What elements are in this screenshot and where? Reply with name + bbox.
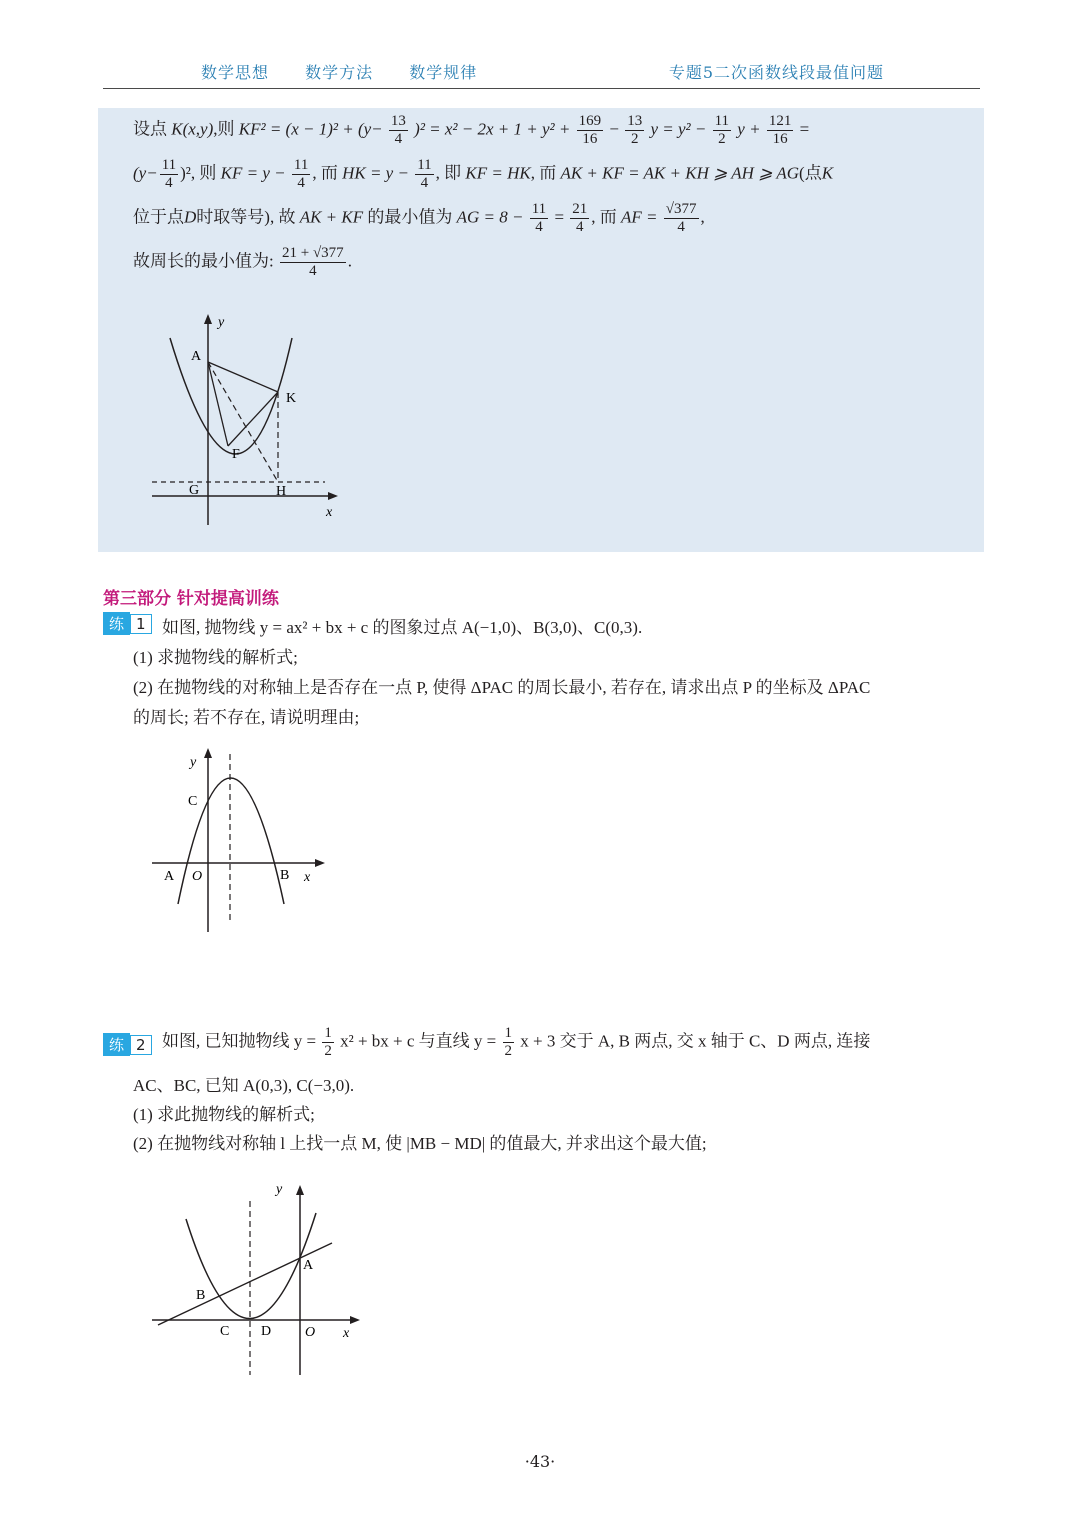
math: K(x,y) [171, 119, 214, 139]
label-b: B [196, 1288, 206, 1303]
text: , 而 [312, 163, 338, 183]
page-header [103, 56, 980, 89]
text: 设点 [133, 119, 167, 139]
header-title: 专题5二次函数线段最值问题 [668, 63, 884, 82]
segment-fk [228, 392, 278, 446]
x-axis-arrow [350, 1316, 360, 1324]
problem-1-figure [150, 742, 340, 937]
label-a: A [303, 1258, 314, 1273]
fraction: $\frac{121}{16}$ [768, 113, 792, 147]
math: KF² = (x − 1)² + (y− [238, 119, 383, 139]
label-c: C [220, 1324, 230, 1339]
text: , 而 [530, 163, 557, 183]
label-k: K [286, 391, 297, 406]
text: 时取等号), 故 [196, 207, 296, 227]
fraction: $\frac{11}{4}$ [161, 157, 177, 191]
page-number: ·43· [524, 1452, 556, 1471]
math: )² = x² − 2x + 1 + y² + [414, 119, 571, 139]
label-a: A [191, 349, 202, 364]
label-o: O [192, 869, 203, 884]
math: KF = HK [465, 163, 531, 183]
problem-2-q1: (1) 求此抛物线的解析式; [133, 1105, 315, 1124]
fraction: $\frac{11}{2}$ [714, 113, 730, 147]
text: , [700, 207, 705, 227]
fraction: $\frac{1}{2}$ [324, 1025, 332, 1059]
problem-2-q2: (2) 在抛物线对称轴 l 上找一点 M, 使 |MB − MD| 的值最大, 并求出这个最大值; [133, 1134, 707, 1153]
text: x² + bx + c 与直线 y = [340, 1031, 497, 1051]
problem-1-q2-cont: 的周长; 若不存在, 请说明理由; [133, 708, 360, 727]
x-axis-arrow [328, 492, 338, 500]
badge-label: 练 [103, 612, 130, 635]
segment-ak [208, 362, 278, 392]
math: AG = 8 − [456, 207, 524, 227]
problem-1-q1: (1) 求抛物线的解析式; [133, 648, 298, 667]
text: x + 3 交于 A, B 两点, 交 x 轴于 C、D 两点, 连接 [520, 1031, 871, 1051]
line-ab [158, 1243, 332, 1325]
text: , 而 [591, 207, 617, 227]
problem-1-stem: 如图, 抛物线 y = ax² + bx + c 的图象过点 A(−1,0)、B(3,0)、C(0,3). [162, 618, 643, 637]
solution-figure [140, 310, 350, 530]
segment-af [208, 362, 228, 446]
math: y = y² − [650, 119, 707, 139]
fraction: $\frac{√377}{4}$ [665, 201, 697, 235]
math: (y− [133, 163, 158, 183]
fraction: $\frac{13}{4}$ [390, 113, 406, 147]
math: − [609, 119, 619, 139]
header-item: 数学思想 [201, 63, 270, 82]
label-d: D [261, 1324, 272, 1339]
text: 的最小值为 [367, 207, 453, 227]
text: . [347, 251, 352, 271]
y-axis-arrow [204, 748, 212, 758]
math: KF = y − [220, 163, 286, 183]
segment-ah [208, 362, 278, 482]
text: 如图, 已知抛物线 y = [162, 1031, 317, 1051]
badge-number: 1 [130, 614, 152, 634]
fraction: $\frac{21}{4}$ [572, 201, 588, 235]
fraction: $\frac{1}{2}$ [504, 1025, 512, 1059]
label-y: y [218, 315, 225, 330]
label-x: x [326, 505, 333, 520]
label-x: x [343, 1326, 350, 1341]
y-axis-arrow [296, 1185, 304, 1195]
math: = [554, 207, 565, 227]
solution-line-4 [133, 245, 352, 280]
label-g: G [189, 483, 200, 498]
fraction: $\frac{11}{4}$ [417, 157, 432, 191]
problem-2-badge [103, 1033, 152, 1055]
problem-2-figure [148, 1175, 373, 1380]
label-c: C [188, 794, 198, 809]
math: AK + KF [299, 207, 364, 227]
text: , 即 [435, 163, 462, 183]
badge-label: 练 [103, 1033, 130, 1056]
label-o: O [305, 1325, 316, 1340]
solution-line-3 [133, 201, 705, 236]
x-axis-arrow [315, 859, 325, 867]
math: K [821, 163, 834, 183]
badge-number: 2 [130, 1035, 152, 1055]
text: 位于点 [133, 207, 184, 227]
label-y: y [190, 755, 197, 770]
label-b: B [280, 868, 290, 883]
fraction: $\frac{11}{4}$ [531, 201, 547, 235]
label-f: F [232, 447, 240, 462]
header-left [201, 60, 507, 83]
solution-line-2 [133, 157, 833, 192]
problem-2-stem-cont: AC、BC, 已知 A(0,3), C(−3,0). [133, 1076, 355, 1095]
problem-2-stem [162, 1025, 870, 1060]
math: AK + KF = AK + KH ⩾ AH ⩾ AG [560, 163, 800, 183]
section-title: 第三部分 针对提高训练 [103, 589, 279, 609]
problem-1-q2: (2) 在抛物线的对称轴上是否存在一点 P, 使得 ΔPAC 的周长最小, 若存在, 请求出点 P 的坐标及 ΔPAC [133, 678, 871, 697]
math: D [184, 207, 197, 227]
text: )², 则 [180, 163, 217, 183]
problem-1-badge [103, 612, 152, 634]
math: HK = y − [342, 163, 409, 183]
label-y: y [276, 1182, 283, 1197]
y-axis-arrow [204, 314, 212, 324]
math: = [799, 119, 810, 139]
header-item: 数学方法 [305, 63, 374, 82]
text: (点 [799, 163, 822, 183]
text: 故周长的最小值为: [133, 251, 274, 271]
math: y + [737, 119, 761, 139]
fraction: $\frac{11}{4}$ [293, 157, 309, 191]
text: ,则 [213, 119, 235, 139]
fraction: $\frac{169}{16}$ [578, 113, 602, 147]
fraction: $\frac{13}{2}$ [627, 113, 643, 147]
header-item: 数学规律 [409, 63, 478, 82]
math: AF = [621, 207, 658, 227]
label-h: H [276, 484, 287, 499]
label-x: x [304, 870, 311, 885]
solution-line-1 [133, 113, 809, 148]
fraction: $\frac{21 + √377}{4}$ [281, 245, 344, 279]
label-a: A [164, 869, 175, 884]
